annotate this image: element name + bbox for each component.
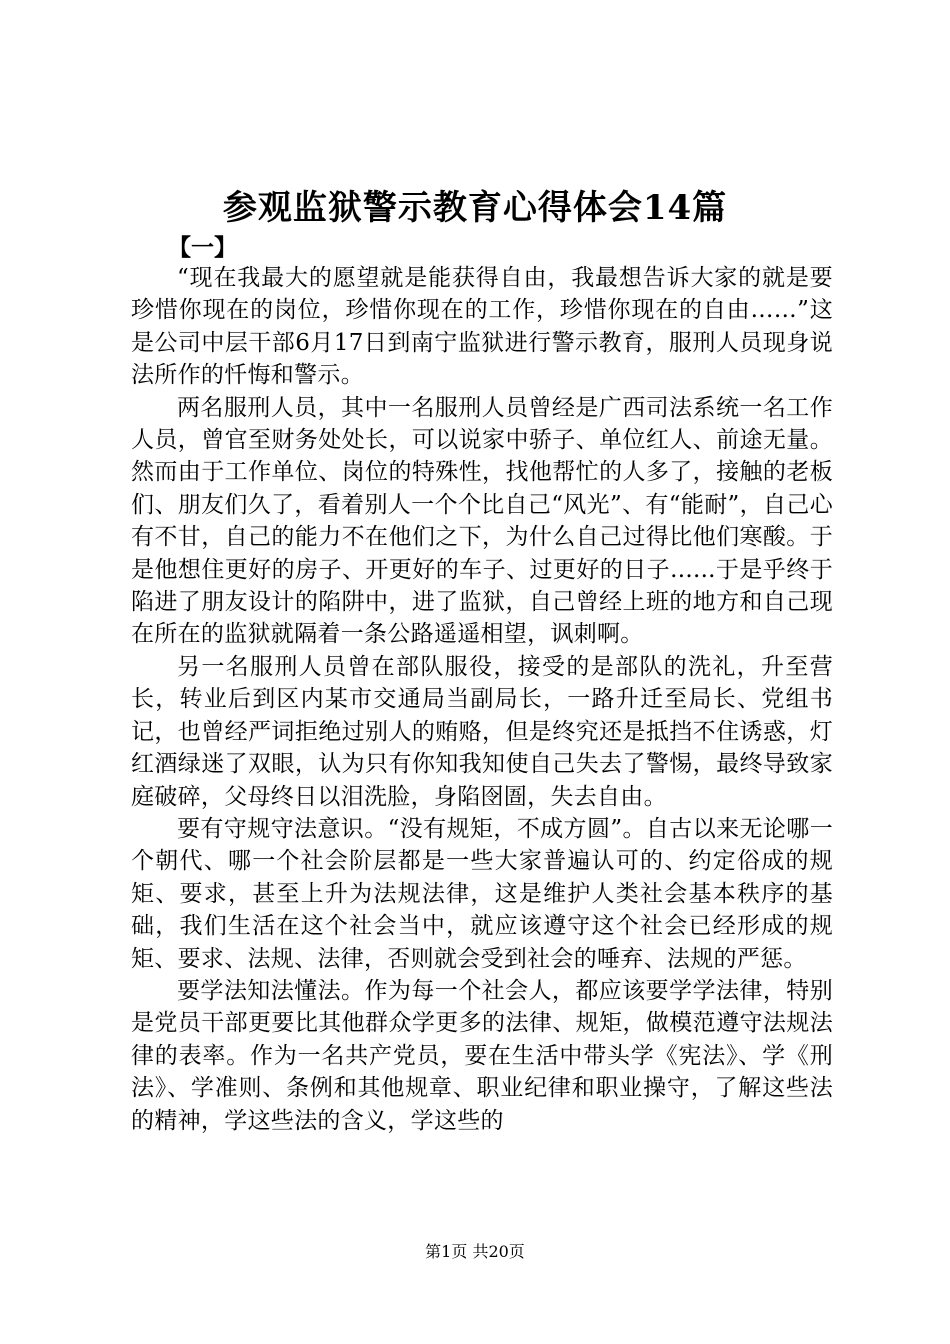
page-footer: 第1页 共20页 bbox=[425, 1242, 525, 1261]
paragraph: “现在我最大的愿望就是能获得自由，我最想告诉大家的就是要珍惜你现在的岗位，珍惜你现在的工作，珍惜你现在的自由……”这是公司中层干部6月17日到南宁监狱进行警示教育，服刑人员现身说法所作的忏悔和警示。 bbox=[131, 265, 833, 389]
document-body bbox=[131, 262, 833, 1137]
paragraph: 两名服刑人员，其中一名服刑人员曾经是广西司法系统一名工作人员，曾官至财务处处长，可以说家中骄子、单位红人、前途无量。然而由于工作单位、岗位的特殊性，找他帮忙的人多了，接触的老板们、朋友们久了，看着别人一个个比自己“风光”、有“能耐”，自己心有不甘，自己的能力不在他们之下，为什么自己过得比他们寒酸。于是他想住更好的房子、开更好的车子、过更好的日子......于是乎终于陷进了朋友设计的陷阱中，进了监狱，自己曾经上班的地方和自己现在所在的监狱就隔着一条公路遥遥相望，讽刺啊。 bbox=[131, 394, 833, 648]
paragraph: 要学法知法懂法。作为每一个社会人，都应该要学学法律，特别是党员干部更要比其他群众学更多的法律、规矩，做模范遵守法规法律的表率。作为一名共产党员，要在生活中带头学《宪法》、学《刑法》、学准则、条例和其他规章、职业纪律和职业操守，了解这些法的精神，学这些法的含义，学这些的 bbox=[131, 977, 833, 1134]
section-label: 【一】 bbox=[168, 234, 237, 261]
paragraph: 要有守规守法意识。“没有规矩，不成方圆”。自古以来无论哪一个朝代、哪一个社会阶层都是一些大家普遍认可的、约定俗成的规矩、要求，甚至上升为法规法律，这是维护人类社会基本秩序的基础，我们生活在这个社会当中，就应该遵守这个社会已经形成的规矩、要求、法规、法律，否则就会受到社会的唾弃、法规的严惩。 bbox=[131, 815, 833, 972]
document-title: 参观监狱警示教育心得体会14篇 bbox=[222, 188, 728, 228]
paragraph: 另一名服刑人员曾在部队服役，接受的是部队的洗礼，升至营长，转业后到区内某市交通局当副局长，一路升迁至局长、党组书记，也曾经严词拒绝过别人的贿赂，但是终究还是抵挡不住诱惑，灯红酒绿迷了双眼，认为只有你知我知使自己失去了警惕，最终导致家庭破碎，父母终日以泪洗脸，身陷囹圄，失去自由。 bbox=[131, 653, 833, 810]
